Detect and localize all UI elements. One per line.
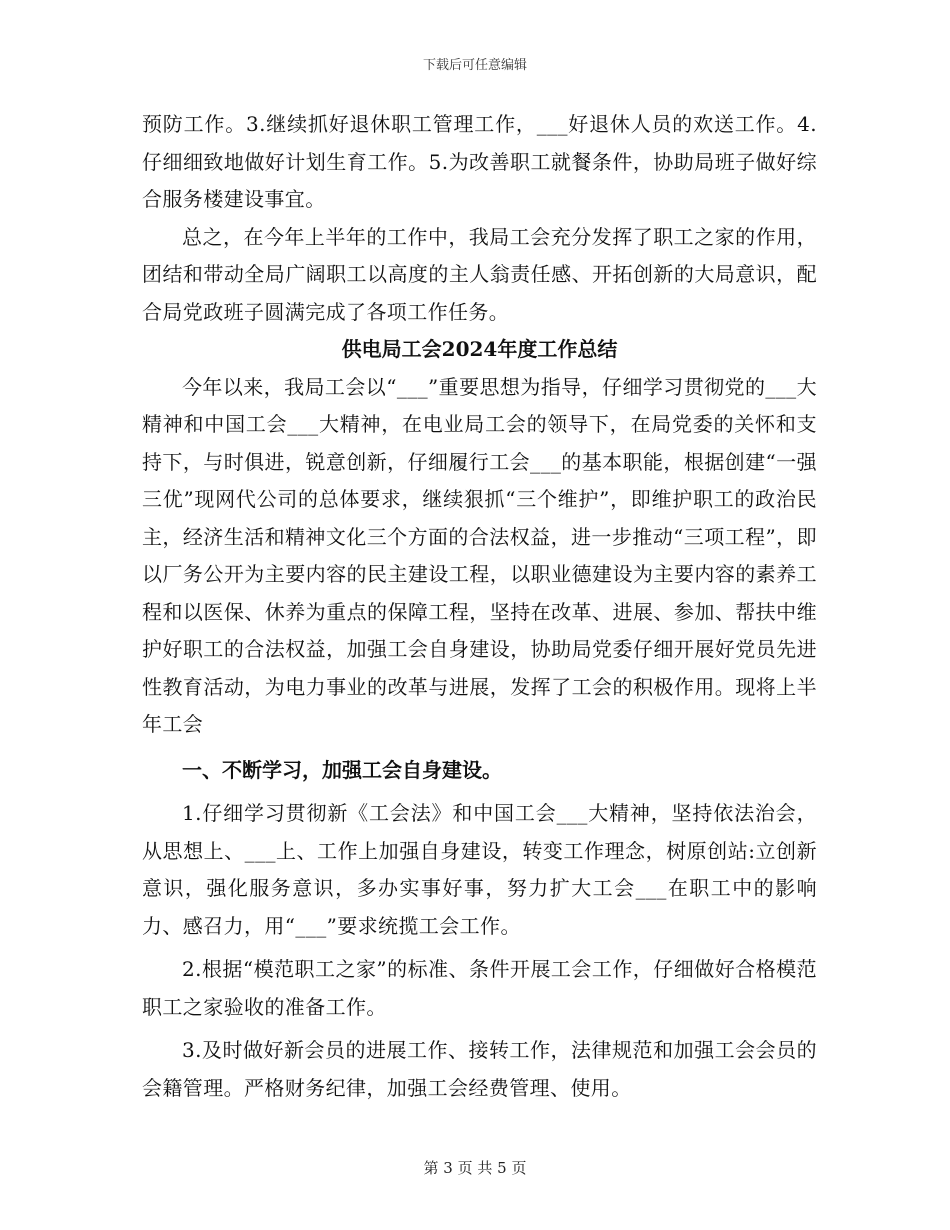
document-body [142,106,817,1107]
body-paragraph: 今年以来，我局工会以“___”重要思想为指导，仔细学习贯彻党的___大精神和中国工会___大精神，在电业局工会的领导下，在局党委的关怀和支持下，与时俱进，锐意创新，仔细履行工会___的基本职能，根据创建“一强三优”现网代公司的总体要求，继续狠抓“三个维护”，即维护职工的政治民主，经济生活和精神文化三个方面的合法权益，进一步推动“三项工程”，即以厂务公开为主要内容的民主建设工程，以职业德建设为主要内容的素养工程和以医保、休养为重点的保障工程，坚持在改革、进展、参加、帮扶中维护好职工的合法权益，加强工会自身建设，协助局党委仔细开展好党员先进性教育活动，为电力事业的改革与进展，发挥了工会的积极作用。现将上半年工会 [142,374,817,736]
page-header: 下载后可任意编辑 [422,58,527,73]
intro-paragraph-2: 总之，在今年上半年的工作中，我局工会充分发挥了职工之家的作用，团结和带动全局广阔职工以高度的主人翁责任感、开拓创新的大局意识，配合局党政班子圆满完成了各项工作任务。 [142,224,817,324]
section-heading-1: 一、不断学习，加强工会自身建设。 [182,757,502,782]
intro-paragraph-1: 预防工作。3.继续抓好退休职工管理工作，___好退休人员的欢送工作。4.仔细细致地做好计划生育工作。5.为改善职工就餐条件，协助局班子做好综合服务楼建设事宜。 [142,112,817,211]
document-title: 供电局工会2024年度工作总结 [341,337,618,361]
section-item-2: 2.根据“模范职工之家”的标准、条件开展工会工作，仔细做好合格模范职工之家验收的准备工作。 [142,957,817,1019]
section-item-1: 1.仔细学习贯彻新《工会法》和中国工会___大精神，坚持依法治会，从思想上、___上、工作上加强自身建设，转变工作理念，树原创站:立创新意识，强化服务意识，多办实事好事，努力扩大工会___在职工中的影响力、感召力，用“___”要求统揽工会工作。 [142,801,817,938]
section-item-3: 3.及时做好新会员的进展工作、接转工作，法律规范和加强工会会员的会籍管理。严格财务纪律，加强工会经费管理、使用。 [142,1038,817,1100]
page-number: 第 3 页 共 5 页 [423,1159,527,1177]
